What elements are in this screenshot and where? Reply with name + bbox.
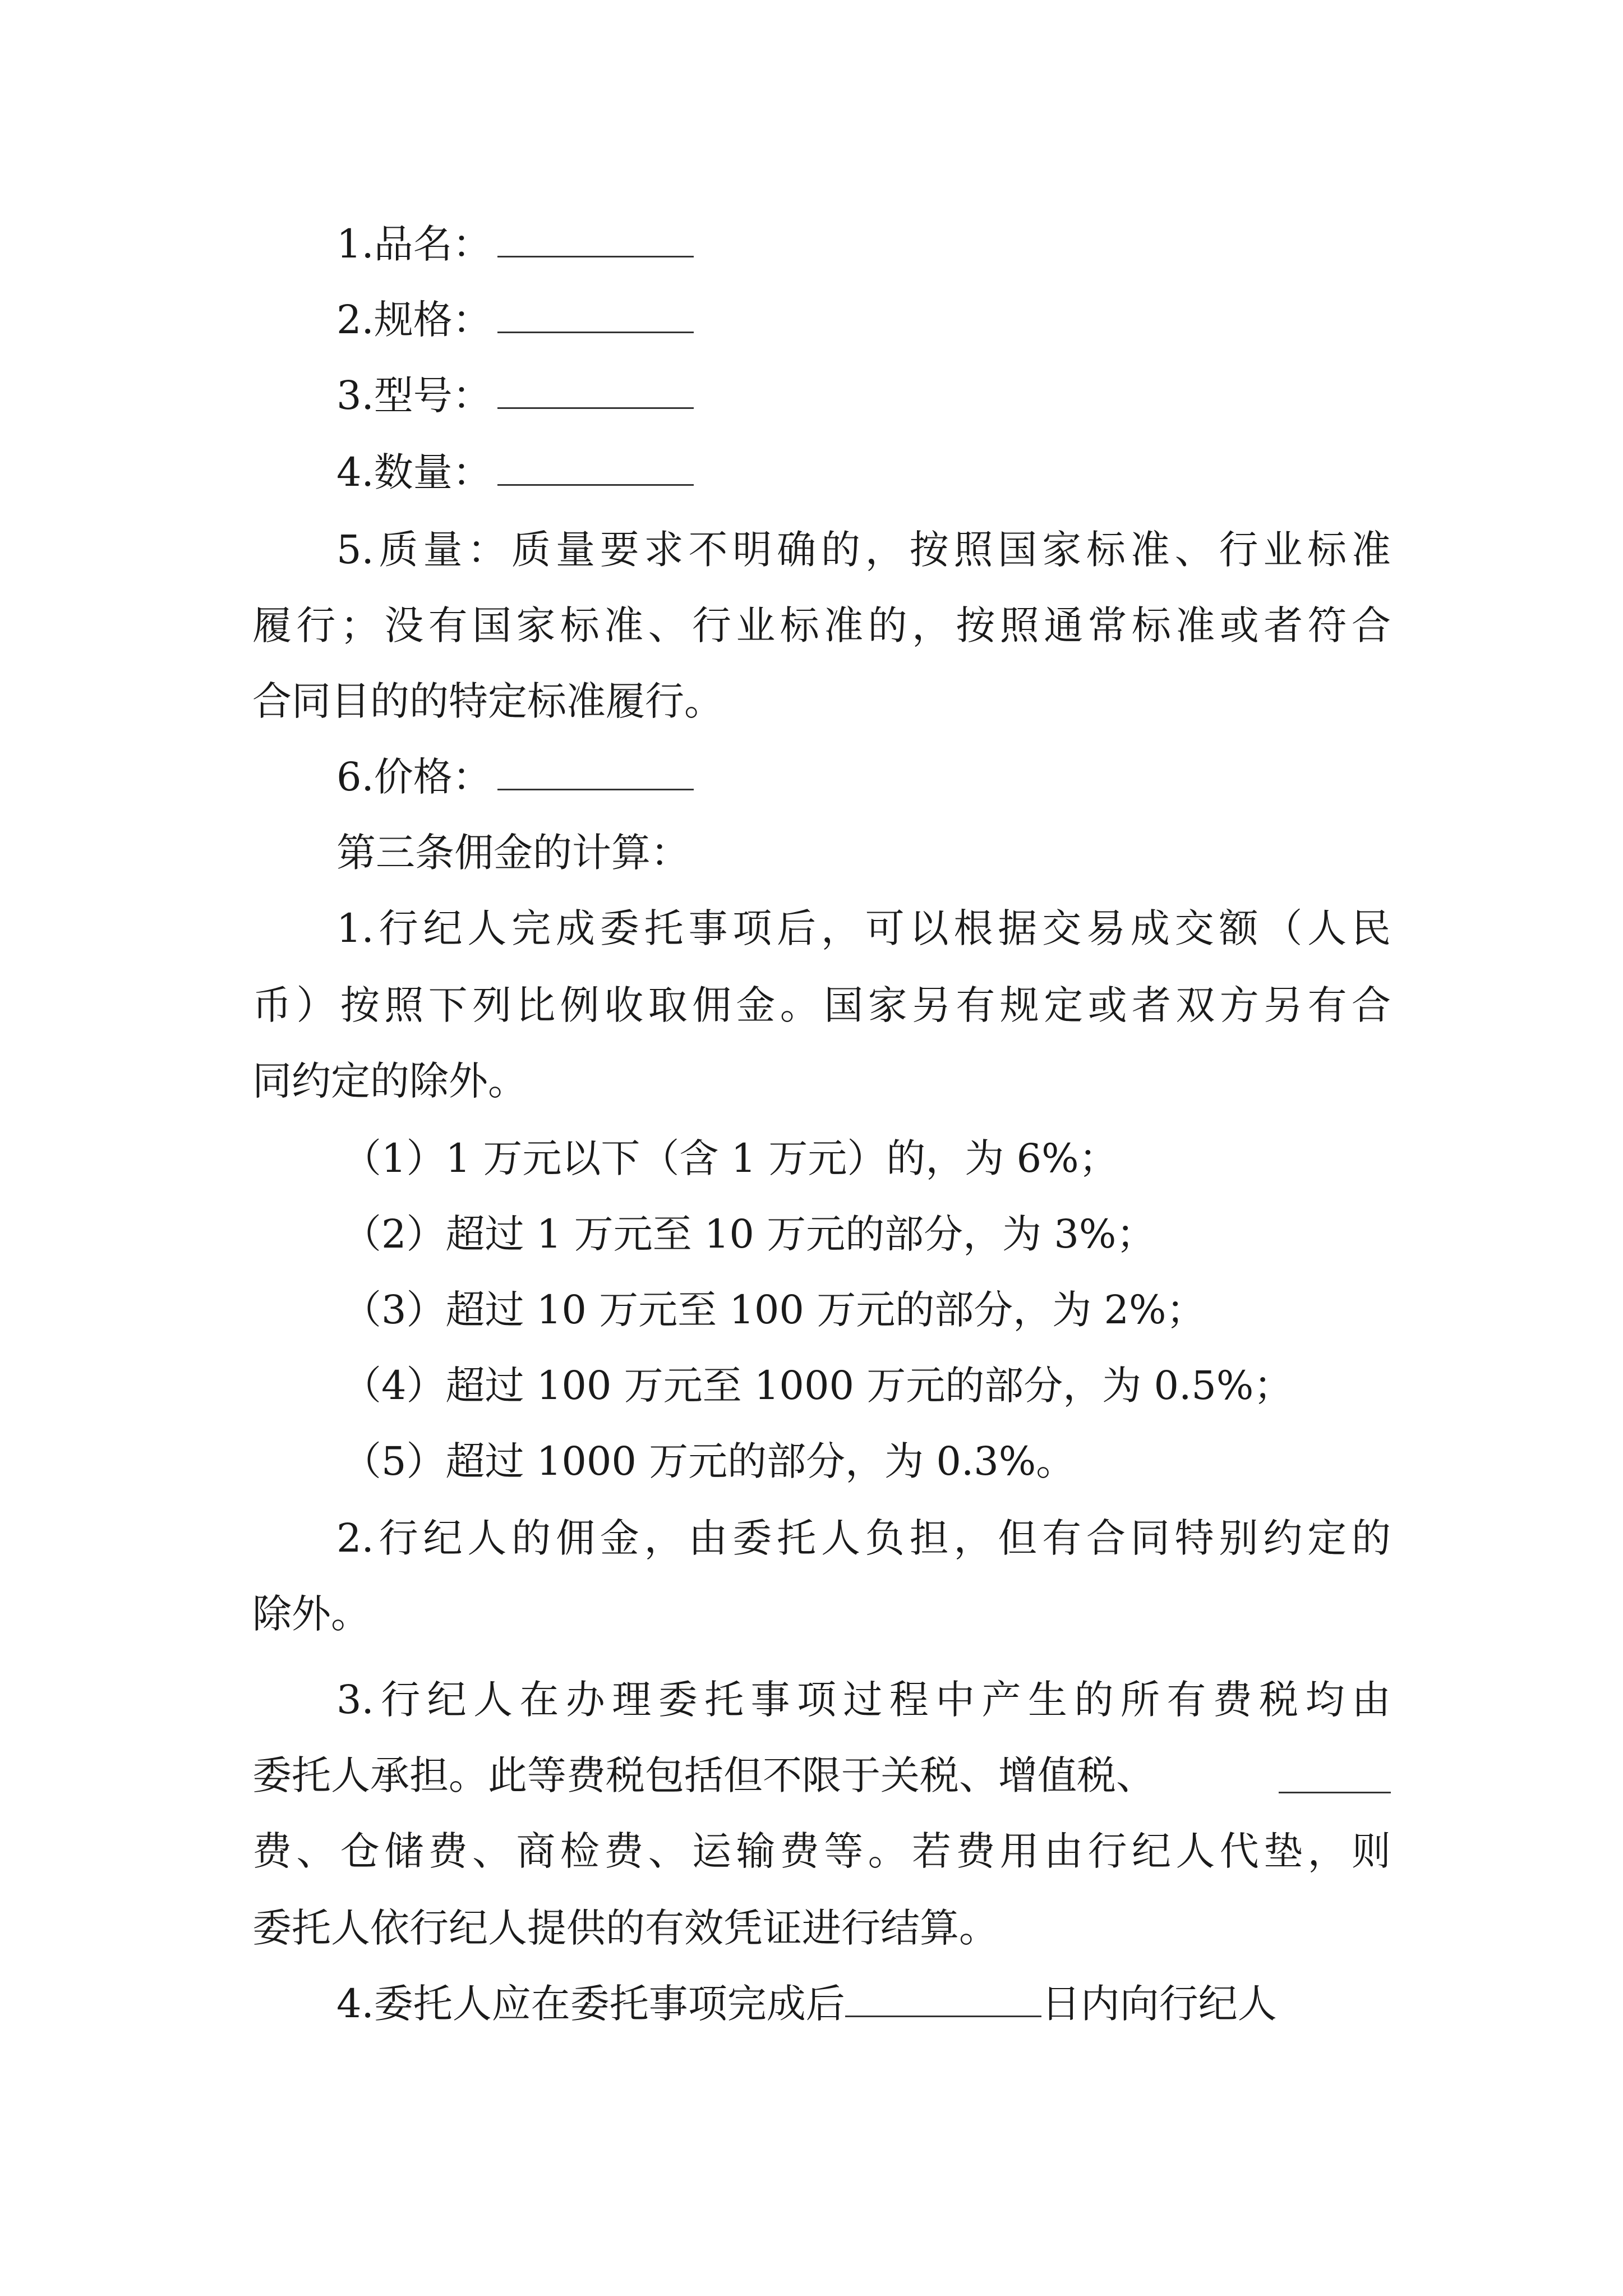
item-quantity-label: 4.数量： bbox=[336, 449, 492, 495]
item-model bbox=[336, 370, 694, 421]
tax-type-blank[interactable] bbox=[1279, 1757, 1391, 1793]
article-3-p3-line-2: 委托人承担。此等费税包括但不限于关税、增值税、 bbox=[252, 1750, 1391, 1801]
article-3-p3-line-1: 3.行纪人在办理委托事项过程中产生的所有费税均由 bbox=[336, 1677, 1391, 1723]
item-quality-line-3: 合同目的的特定标准履行。 bbox=[252, 678, 723, 724]
article-3-p3-line-4: 委托人依行纪人提供的有效凭证进行结算。 bbox=[252, 1905, 998, 1951]
item-quality-line-2: 履行；没有国家标准、行业标准的，按照通常标准或者符合 bbox=[252, 602, 1391, 648]
item-price bbox=[336, 752, 694, 802]
rate-item-2: （2）超过 1 万元至 10 万元的部分，为 3%； bbox=[342, 1211, 1156, 1257]
rate-item-5: （5）超过 1000 万元的部分，为 0.3%。 bbox=[342, 1438, 1076, 1484]
item-quality-line-1: 5.质量：质量要求不明确的，按照国家标准、行业标准 bbox=[336, 527, 1391, 573]
item-quantity-blank[interactable] bbox=[497, 449, 694, 486]
item-price-blank[interactable] bbox=[497, 754, 694, 790]
article-3-p4-line-1: 4.委托人应在委托事项完成后 日内向行纪人 bbox=[336, 1981, 1277, 2027]
article-3-p2-line-1: 2.行纪人的佣金，由委托人负担，但有合同特别约定的 bbox=[336, 1515, 1391, 1561]
item-quantity bbox=[336, 447, 694, 498]
article-3-p3-line-3: 费、仓储费、商检费、运输费等。若费用由行纪人代垫，则 bbox=[252, 1828, 1391, 1874]
item-name-blank[interactable] bbox=[497, 221, 694, 257]
item-spec-blank[interactable] bbox=[497, 297, 694, 333]
rate-item-1: （1）1 万元以下（含 1 万元）的，为 6%； bbox=[342, 1135, 1118, 1181]
item-name-label: 1.品名： bbox=[336, 221, 492, 267]
settlement-days-blank[interactable] bbox=[845, 1981, 1041, 2017]
item-spec-label: 2.规格： bbox=[336, 297, 492, 343]
item-model-blank[interactable] bbox=[497, 372, 694, 409]
article-3-p1-line-1: 1.行纪人完成委托事项后，可以根据交易成交额（人民 bbox=[336, 905, 1391, 951]
rate-item-3: （3）超过 10 万元至 100 万元的部分，为 2%； bbox=[342, 1287, 1206, 1333]
article-3-p1-line-3: 同约定的除外。 bbox=[252, 1058, 527, 1104]
item-price-label: 6.价格： bbox=[336, 754, 492, 800]
article-3-p2-line-2: 除外。 bbox=[252, 1591, 370, 1637]
rate-item-4: （4）超过 100 万元至 1000 万元的部分，为 0.5%； bbox=[342, 1363, 1293, 1409]
article-3-heading: 第三条佣金的计算： bbox=[336, 830, 690, 876]
item-model-label: 3.型号： bbox=[336, 372, 492, 418]
article-3-p1-line-2: 币）按照下列比例收取佣金。国家另有规定或者双方另有合 bbox=[252, 982, 1391, 1028]
item-spec bbox=[336, 295, 694, 345]
item-name bbox=[336, 219, 694, 269]
